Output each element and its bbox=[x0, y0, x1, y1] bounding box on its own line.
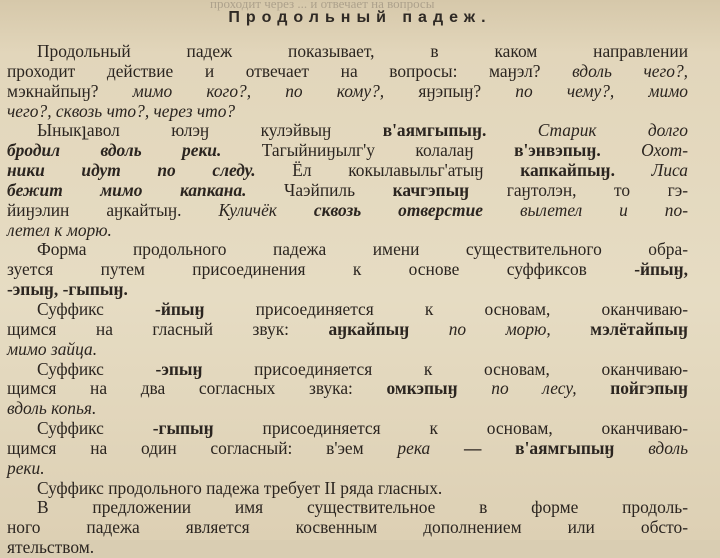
suffix-epyng-line bbox=[0, 360, 720, 380]
italic-translation: вдоль чего?, bbox=[572, 60, 688, 81]
text-run: йиӈэлин аӈкайтыӈ. bbox=[7, 199, 219, 220]
suffix-gypyng-line bbox=[0, 419, 720, 439]
italic-translation: Охот- bbox=[641, 140, 688, 161]
bold-term: — в'аямгыпыӈ bbox=[430, 437, 649, 458]
suffix-ypyng-line bbox=[0, 300, 720, 320]
italic-translation: по морю, bbox=[448, 318, 551, 339]
italic-translation: Куличёк bbox=[218, 199, 277, 220]
examples-line bbox=[0, 161, 720, 181]
text-run bbox=[409, 319, 448, 339]
bold-term: -эпыӈ, -гыпыӈ. bbox=[7, 279, 128, 300]
bold-term: в'энвэпыӈ. bbox=[514, 140, 601, 161]
text-run: присоединяется к основам, оканчиваю- bbox=[213, 418, 688, 439]
text-run: присоединяется к основам, оканчиваю- bbox=[204, 298, 688, 319]
bold-term: -йпыӈ bbox=[155, 298, 205, 319]
text-run bbox=[601, 140, 641, 160]
text-run: Суффикс продольного падежа требует II ряда гласных. bbox=[37, 477, 443, 498]
italic-translation: реки. bbox=[7, 457, 45, 478]
examples-line bbox=[0, 141, 720, 161]
definition-line bbox=[0, 82, 720, 102]
italic-translation: вдоль копья. bbox=[7, 398, 97, 419]
examples-line bbox=[0, 181, 720, 201]
syntax-rule-line bbox=[0, 518, 720, 538]
bold-term: в'аямгыпыӈ. bbox=[382, 120, 487, 141]
text-run: В предложении имя существительное в форме продоль- bbox=[37, 497, 688, 518]
formation-line bbox=[0, 280, 720, 300]
text-run: Ыныкլавол юлэӈ кулэйвыӈ bbox=[37, 120, 383, 141]
italic-translation: чего?, сквозь что?, через что? bbox=[7, 100, 236, 121]
italic-translation: ники идут по следу. bbox=[7, 160, 256, 181]
examples-line bbox=[0, 121, 720, 141]
suffix-ypyng-line bbox=[0, 340, 720, 360]
definition-line bbox=[0, 102, 720, 122]
text-run: яӈэпыӈ? bbox=[384, 80, 516, 101]
bold-term: качгэпыӈ bbox=[392, 179, 470, 200]
italic-translation: бежит мимо капкана. bbox=[7, 179, 247, 200]
previous-page-fragment: проходит через ... и отвечает на вопросы bbox=[210, 0, 435, 11]
vowels-rule-line bbox=[0, 479, 720, 499]
text-run bbox=[551, 319, 590, 339]
italic-translation: река bbox=[397, 437, 431, 458]
italic-translation: по чему?, мимо bbox=[515, 80, 689, 101]
text-run: Тагыйниӈылг'у колалаӈ bbox=[221, 140, 515, 161]
text-run: ятельством. bbox=[7, 537, 95, 558]
suffix-ypyng-line bbox=[0, 320, 720, 340]
suffix-gypyng-line bbox=[0, 439, 720, 459]
text-run: Суффикс bbox=[37, 358, 156, 379]
bold-term: омкэпыӈ bbox=[386, 378, 458, 399]
text-run: зуется путем присоединения к основе суффиксов bbox=[7, 259, 635, 280]
italic-translation: Старик долго bbox=[537, 120, 688, 141]
italic-translation: сквозь отверстие bbox=[313, 199, 483, 220]
definition-line bbox=[0, 62, 720, 82]
text-run: мэкнайпыӈ? bbox=[7, 80, 133, 101]
bold-term: -йпыӈ, bbox=[634, 259, 688, 280]
italic-translation: мимо зайца. bbox=[7, 338, 98, 359]
examples-line bbox=[0, 221, 720, 241]
italic-translation: вылетел и по- bbox=[519, 199, 688, 220]
syntax-rule-line bbox=[0, 538, 720, 558]
body-text bbox=[0, 42, 720, 558]
italic-translation: по лесу, bbox=[491, 378, 577, 399]
text-run: присоединяется к основам, оканчиваю- bbox=[202, 358, 688, 379]
text-run: Продольный падеж показывает, в каком направлении bbox=[37, 41, 688, 61]
text-run: ного падежа является косвенным дополнением или обсто- bbox=[7, 517, 688, 538]
text-run: Суффикс bbox=[37, 298, 156, 319]
formation-line bbox=[0, 260, 720, 280]
italic-translation: вдоль bbox=[648, 437, 688, 458]
bold-term: капкайпыӈ. bbox=[520, 160, 615, 181]
text-run bbox=[615, 160, 652, 180]
formation-line bbox=[0, 240, 720, 260]
suffix-epyng-line bbox=[0, 379, 720, 399]
syntax-rule-line bbox=[0, 498, 720, 518]
text-run: щимся на два согласных звука: bbox=[7, 378, 387, 399]
section-heading: Продольный падеж. bbox=[228, 9, 492, 26]
text-run bbox=[486, 120, 537, 140]
text-run: Суффикс bbox=[37, 418, 153, 439]
text-run bbox=[577, 378, 611, 398]
suffix-epyng-line bbox=[0, 399, 720, 419]
suffix-gypyng-line bbox=[0, 459, 720, 479]
text-run: Ёл кокылавыльг'атыӈ bbox=[255, 160, 521, 181]
text-run: щимся на один согласный: в'эем bbox=[7, 437, 398, 458]
bold-term: мэлётайпыӈ bbox=[590, 318, 688, 339]
text-run: Чаэйпиль bbox=[246, 179, 393, 200]
italic-translation: летел к морю. bbox=[7, 219, 112, 240]
examples-line bbox=[0, 201, 720, 221]
text-run: Форма продольного падежа имени существительного обра- bbox=[37, 239, 688, 260]
text-run bbox=[483, 200, 520, 220]
bold-term: -эпыӈ bbox=[155, 358, 203, 379]
definition-line bbox=[0, 42, 720, 62]
text-run bbox=[458, 378, 492, 398]
text-run: гаӈтолэн, то гэ- bbox=[469, 179, 688, 200]
text-run bbox=[277, 200, 314, 220]
bold-term: аӈкайпыӈ bbox=[328, 318, 410, 339]
bold-term: пойгэпыӈ bbox=[610, 378, 688, 399]
italic-translation: бродил вдоль реки. bbox=[7, 140, 222, 161]
italic-translation: Лиса bbox=[651, 160, 688, 181]
text-run: проходит действие и отвечает на вопросы: маӈэл? bbox=[7, 60, 573, 81]
text-run: щимся на гласный звук: bbox=[7, 318, 329, 339]
italic-translation: мимо кого?, по кому?, bbox=[132, 80, 385, 101]
bold-term: -гыпыӈ bbox=[152, 418, 214, 439]
